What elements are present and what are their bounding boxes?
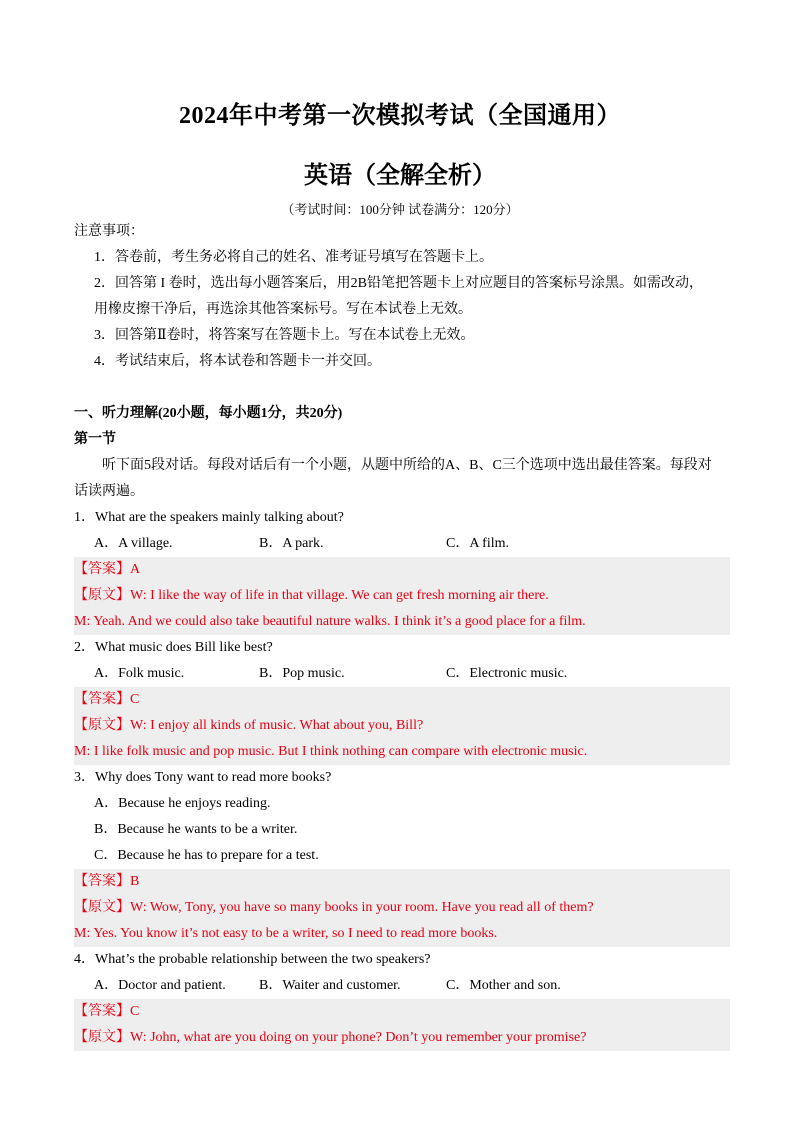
source-3-line-2: M: Yes. You know it’s not easy to be a writer, so I need to read more books. xyxy=(74,921,730,947)
note-item-1: 1．答卷前，考生务必将自己的姓名、准考证号填写在答题卡上。 xyxy=(94,250,493,265)
question-options-4 xyxy=(74,973,730,999)
source-1-line-2: M: Yeah. And we could also take beautiful nature walks. I think it’s a good place for a film. xyxy=(74,609,730,635)
note-item-2: 2．回答第 I 卷时，选出每小题答案后，用2B铅笔把答题卡上对应题目的答案标号涂黑。如需改动， xyxy=(94,276,703,291)
source-tag: 【原文】 xyxy=(74,718,130,733)
answer-tag: 【答案】 xyxy=(74,1004,130,1019)
option-b: B．Because he wants to be a writer. xyxy=(94,822,298,837)
instructions-line-2: 话读两遍。 xyxy=(74,484,144,499)
source-tag: 【原文】 xyxy=(74,900,130,915)
question-options-2 xyxy=(74,661,730,687)
answer-tag: 【答案】 xyxy=(74,874,130,889)
source-tag: 【原文】 xyxy=(74,1030,130,1045)
section-heading: 一、听力理解(20小题，每小题1分，共20分) xyxy=(74,406,343,421)
notes-heading: 注意事项： xyxy=(74,224,144,239)
document-body xyxy=(74,219,730,1051)
answer-1 xyxy=(74,557,730,583)
source-1-line-1 xyxy=(74,583,730,609)
page-title: 2024年中考第一次模拟考试（全国通用） xyxy=(179,103,621,129)
note-item-4: 4．考试结束后，将本试卷和答题卡一并交回。 xyxy=(94,354,381,369)
exam-meta: （考试时间：100分钟 试卷满分：120分） xyxy=(281,202,519,217)
question-stem-2: 2．What music does Bill like best? xyxy=(74,640,273,655)
source-tag: 【原文】 xyxy=(74,588,130,603)
source-text: W: John, what are you doing on your phone? Don’t you remember your promise? xyxy=(130,1030,587,1045)
source-4-line-1 xyxy=(74,1025,730,1051)
option-c: C．Electronic music. xyxy=(446,666,568,681)
option-a: A．Doctor and patient. xyxy=(94,978,226,993)
source-2-line-2: M: I like folk music and pop music. But I think nothing can compare with electronic music. xyxy=(74,739,730,765)
answer-value: B xyxy=(130,874,140,889)
answer-2 xyxy=(74,687,730,713)
option-a: A．Because he enjoys reading. xyxy=(94,796,271,811)
answer-value: C xyxy=(130,1004,140,1019)
page-subtitle: 英语（全解全析） xyxy=(304,163,496,189)
question-stem-1: 1．What are the speakers mainly talking about? xyxy=(74,510,344,525)
source-3-line-1 xyxy=(74,895,730,921)
note-item-3: 3．回答第Ⅱ卷时，将答案写在答题卡上。写在本试卷上无效。 xyxy=(94,328,475,343)
instructions-line-1: 听下面5段对话。每段对话后有一个小题，从题中所给的A、B、C三个选项中选出最佳答案。每段对 xyxy=(102,458,712,473)
part-heading: 第一节 xyxy=(74,432,116,447)
source-text: W: Wow, Tony, you have so many books in your room. Have you read all of them? xyxy=(130,900,594,915)
spacer xyxy=(74,375,730,401)
answer-value: A xyxy=(130,562,141,577)
answer-value: C xyxy=(130,692,140,707)
option-a: A．A village. xyxy=(94,536,173,551)
option-b: B．Pop music. xyxy=(259,666,345,681)
answer-3 xyxy=(74,869,730,895)
question-options-1 xyxy=(74,531,730,557)
option-c: C．Because he has to prepare for a test. xyxy=(94,848,319,863)
source-2-line-1 xyxy=(74,713,730,739)
option-b: B．A park. xyxy=(259,536,324,551)
question-stem-3: 3．Why does Tony want to read more books? xyxy=(74,770,332,785)
answer-4 xyxy=(74,999,730,1025)
option-b: B．Waiter and customer. xyxy=(259,978,401,993)
note-item-2-cont: 用橡皮擦干净后，再选涂其他答案标号。写在本试卷上无效。 xyxy=(94,302,472,317)
question-stem-4: 4．What’s the probable relationship between the two speakers? xyxy=(74,952,431,967)
answer-tag: 【答案】 xyxy=(74,562,130,577)
source-text: W: I like the way of life in that village. We can get fresh morning air there. xyxy=(130,588,549,603)
option-c: C．Mother and son. xyxy=(446,978,561,993)
source-text: W: I enjoy all kinds of music. What about you, Bill? xyxy=(130,718,424,733)
option-c: C．A film. xyxy=(446,536,510,551)
option-a: A．Folk music. xyxy=(94,666,185,681)
answer-tag: 【答案】 xyxy=(74,692,130,707)
